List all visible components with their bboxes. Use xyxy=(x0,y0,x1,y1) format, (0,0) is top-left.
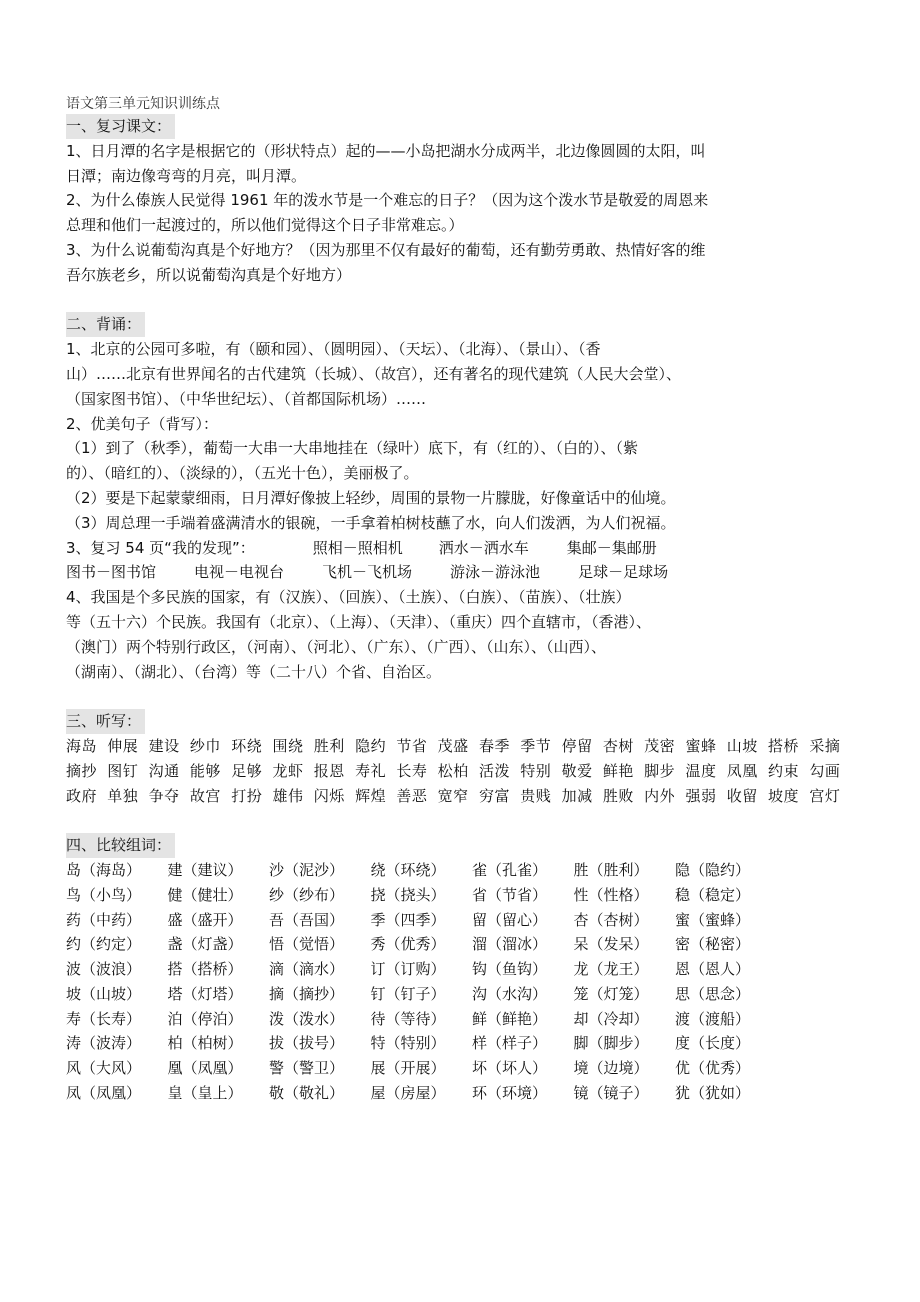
paragraph-line: 吾尔族老乡，所以说葡萄沟真是个好地方） xyxy=(66,265,352,284)
dictation-word: 加减 xyxy=(561,786,593,805)
compare-cell: 溜（溜冰） xyxy=(472,935,548,954)
paragraph-line: 总理和他们一起渡过的，所以他们觉得这个日子非常难忘。） xyxy=(66,216,464,235)
discovery-pair: 集邮－集邮册 xyxy=(566,538,657,557)
compare-cell: 脚（脚步） xyxy=(573,1034,649,1053)
dictation-word: 茂盛 xyxy=(437,736,469,755)
compare-cell: 特（特别） xyxy=(370,1034,446,1053)
dictation-word: 收留 xyxy=(726,786,758,805)
compare-row xyxy=(66,982,858,1007)
dictation-word: 山坡 xyxy=(726,736,758,755)
compare-cell: 渡（渡船） xyxy=(675,1009,751,1028)
paragraph-line: 的）、（暗红的）、（淡绿的），（五光十色），美丽极了。 xyxy=(66,464,419,483)
compare-cell: 杏（杏树） xyxy=(573,910,649,929)
paragraph-line: （澳门）两个特别行政区，（河南）、（河北）、（广东）、（广西）、（山东）、（山西）、 xyxy=(66,637,607,656)
paragraph-line: 2、优美句子（背写）： xyxy=(66,414,219,433)
dictation-word: 环绕 xyxy=(231,736,263,755)
paragraph-line: 2、为什么傣族人民觉得 1961 年的泼水节是一个难忘的日子？（因为这个泼水节是敬爱的周恩来 xyxy=(66,191,709,210)
recite-body xyxy=(66,337,858,535)
compare-cell: 约（约定） xyxy=(66,935,142,954)
compare-cell: 岛（海岛） xyxy=(66,860,142,879)
discovery-pair: 洒水－洒水车 xyxy=(438,538,529,557)
compare-cell: 药（中药） xyxy=(66,910,142,929)
paragraph-line: （国家图书馆）、（中华世纪坛）、（首都国际机场）…… xyxy=(66,389,427,408)
discovery-pair: 足球－足球场 xyxy=(578,563,669,582)
dictation-word: 勾画 xyxy=(809,761,841,780)
compare-row xyxy=(66,1056,858,1081)
compare-cell: 省（节省） xyxy=(472,885,548,904)
dictation-word: 宽窄 xyxy=(437,786,469,805)
document-title: 语文第三单元知识训练点 xyxy=(66,96,220,112)
section-heading-dictation: 三、听写： xyxy=(66,709,145,734)
dictation-word: 胜利 xyxy=(313,736,345,755)
compare-cell: 度（长度） xyxy=(675,1034,751,1053)
paragraph-line: 4、我国是个多民族的国家，有（汉族）、（回族）、（土族）、（白族）、（苗族）、（壮族） xyxy=(66,588,631,607)
discovery-pair: 游泳－游泳池 xyxy=(450,563,541,582)
compare-cell: 涛（波涛） xyxy=(66,1034,142,1053)
compare-cell: 思（思念） xyxy=(675,984,751,1003)
compare-cell: 搭（搭桥） xyxy=(167,960,243,979)
discovery-pair: 照相－照相机 xyxy=(312,538,403,557)
compare-cell: 悟（觉悟） xyxy=(269,935,345,954)
dictation-word: 海岛 xyxy=(66,736,98,755)
dictation-word: 足够 xyxy=(231,761,263,780)
compare-cell: 坏（坏人） xyxy=(472,1059,548,1078)
compare-cell: 坡（山坡） xyxy=(66,984,142,1003)
compare-cell: 拔（拔号） xyxy=(269,1034,345,1053)
dictation-word: 雄伟 xyxy=(272,786,304,805)
compare-cell: 波（波浪） xyxy=(66,960,142,979)
dictation-word: 温度 xyxy=(685,761,717,780)
discovery-row-1 xyxy=(66,536,858,561)
dictation-word: 节省 xyxy=(396,736,428,755)
dictation-word: 隐约 xyxy=(355,736,387,755)
compare-cell: 性（性格） xyxy=(573,885,649,904)
dictation-word: 单独 xyxy=(107,786,139,805)
compare-cell: 稳（稳定） xyxy=(675,885,751,904)
compare-cell: 样（样子） xyxy=(472,1034,548,1053)
compare-cell: 凤（凤凰） xyxy=(66,1084,142,1103)
discovery-pair: 电视－电视台 xyxy=(194,563,285,582)
section-heading-compare: 四、比较组词： xyxy=(66,833,175,858)
dictation-word: 凤凰 xyxy=(726,761,758,780)
discovery-intro: 3、复习 54 页“我的发现”： xyxy=(66,538,255,557)
paragraph-line: （1）到了（秋季），葡萄一大串一大串地挂在（绿叶）底下，有（红的）、（白的）、（紫 xyxy=(66,439,639,458)
dictation-word: 季节 xyxy=(520,736,552,755)
recite-body-2 xyxy=(66,585,858,684)
compare-cell: 蜜（蜜蜂） xyxy=(675,910,751,929)
compare-cell: 绕（环绕） xyxy=(370,860,446,879)
paragraph-line: （湖南）、（湖北）、（台湾）等（二十八）个省、自治区。 xyxy=(66,662,442,681)
compare-cell: 塔（灯塔） xyxy=(167,984,243,1003)
compare-cell: 风（大风） xyxy=(66,1059,142,1078)
dictation-word: 敬爱 xyxy=(561,761,593,780)
compare-cell: 待（等待） xyxy=(370,1009,446,1028)
compare-cell: 密（秘密） xyxy=(675,935,751,954)
section-review-lessons xyxy=(66,114,858,139)
dictation-word: 春季 xyxy=(478,736,510,755)
dictation-word: 鲜艳 xyxy=(602,761,634,780)
compare-cell: 展（开展） xyxy=(370,1059,446,1078)
compare-words-table xyxy=(66,858,858,1106)
compare-cell: 盏（灯盏） xyxy=(167,935,243,954)
compare-cell: 滴（滴水） xyxy=(269,960,345,979)
compare-cell: 纱（纱布） xyxy=(269,885,345,904)
paragraph-line: 1、日月潭的名字是根据它的（形状特点）起的——小岛把湖水分成两半，北边像圆圆的太阳，叫 xyxy=(66,141,706,160)
compare-cell: 胜（胜利） xyxy=(573,860,649,879)
compare-cell: 鲜（鲜艳） xyxy=(472,1009,548,1028)
dictation-word: 约束 xyxy=(768,761,800,780)
dictation-word: 沟通 xyxy=(148,761,180,780)
compare-cell: 订（订购） xyxy=(370,960,446,979)
compare-cell: 沟（水沟） xyxy=(472,984,548,1003)
compare-cell: 却（冷却） xyxy=(573,1009,649,1028)
dictation-word: 特别 xyxy=(520,761,552,780)
paragraph-line: 3、为什么说葡萄沟真是个好地方？（因为那里不仅有最好的葡萄，还有勤劳勇敢、热情好客的维 xyxy=(66,240,706,259)
compare-cell: 凰（凤凰） xyxy=(167,1059,243,1078)
dictation-word: 故宫 xyxy=(189,786,221,805)
dictation-word: 闪烁 xyxy=(313,786,345,805)
compare-cell: 泼（泼水） xyxy=(269,1009,345,1028)
dictation-word: 争夺 xyxy=(148,786,180,805)
dictation-word: 穷富 xyxy=(478,786,510,805)
compare-cell: 镜（镜子） xyxy=(573,1084,649,1103)
dictation-word: 善恶 xyxy=(396,786,428,805)
compare-row xyxy=(66,883,858,908)
dictation-word: 寿礼 xyxy=(355,761,387,780)
compare-cell: 雀（孔雀） xyxy=(472,860,548,879)
compare-cell: 环（环境） xyxy=(472,1084,548,1103)
dictation-word: 辉煌 xyxy=(355,786,387,805)
compare-cell: 秀（优秀） xyxy=(370,935,446,954)
compare-cell: 健（健壮） xyxy=(167,885,243,904)
section-recite xyxy=(66,312,858,337)
section-dictation xyxy=(66,709,858,734)
compare-cell: 建（建议） xyxy=(167,860,243,879)
discovery-pair: 图书－图书馆 xyxy=(66,563,157,582)
section-compare-words xyxy=(66,833,858,858)
compare-cell: 优（优秀） xyxy=(675,1059,751,1078)
compare-cell: 皇（皇上） xyxy=(167,1084,243,1103)
paragraph-line: （2）要是下起蒙蒙细雨，日月潭好像披上轻纱，周围的景物一片朦胧，好像童话中的仙境。 xyxy=(66,488,676,507)
compare-cell: 龙（龙王） xyxy=(573,960,649,979)
compare-cell: 沙（泥沙） xyxy=(269,860,345,879)
dictation-word: 活泼 xyxy=(478,761,510,780)
compare-cell: 留（留心） xyxy=(472,910,548,929)
dictation-word: 报恩 xyxy=(313,761,345,780)
dictation-word: 宫灯 xyxy=(809,786,841,805)
compare-cell: 犹（犹如） xyxy=(675,1084,751,1103)
dictation-word: 图钉 xyxy=(107,761,139,780)
paragraph-line: 山）……北京有世界闻名的古代建筑（长城）、（故宫），还有著名的现代建筑（人民大会堂）、 xyxy=(66,364,682,383)
compare-row xyxy=(66,957,858,982)
paragraph-line: 1、北京的公园可多啦，有（颐和园）、（圆明园）、（天坛）、（北海）、（景山）、（香 xyxy=(66,340,601,359)
compare-cell: 季（四季） xyxy=(370,910,446,929)
paragraph-line: 日潭；南边像弯弯的月亮，叫月潭。 xyxy=(66,166,307,185)
compare-cell: 屋（房屋） xyxy=(370,1084,446,1103)
dictation-word: 杏树 xyxy=(602,736,634,755)
compare-cell: 摘（摘抄） xyxy=(269,984,345,1003)
section-heading-recite: 二、背诵： xyxy=(66,312,145,337)
dictation-word: 胜败 xyxy=(602,786,634,805)
dictation-word: 内外 xyxy=(644,786,676,805)
dictation-word: 蜜蜂 xyxy=(685,736,717,755)
dictation-word: 停留 xyxy=(561,736,593,755)
compare-cell: 钩（鱼钩） xyxy=(472,960,548,979)
compare-cell: 隐（隐约） xyxy=(675,860,751,879)
compare-cell: 敬（敬礼） xyxy=(269,1084,345,1103)
compare-row xyxy=(66,932,858,957)
discovery-pair: 飞机－飞机场 xyxy=(322,563,413,582)
paragraph-line: （3）周总理一手端着盛满清水的银碗，一手拿着柏树枝蘸了水，向人们泼洒，为人们祝福。 xyxy=(66,513,676,532)
discovery-row-2 xyxy=(66,560,858,585)
compare-cell: 寿（长寿） xyxy=(66,1009,142,1028)
dictation-word: 长寿 xyxy=(396,761,428,780)
dictation-word: 纱巾 xyxy=(189,736,221,755)
dictation-word: 摘抄 xyxy=(66,761,98,780)
compare-cell: 鸟（小鸟） xyxy=(66,885,142,904)
compare-cell: 呆（发呆） xyxy=(573,935,649,954)
dictation-word: 脚步 xyxy=(644,761,676,780)
dictation-word: 松柏 xyxy=(437,761,469,780)
compare-cell: 警（警卫） xyxy=(269,1059,345,1078)
dictation-word: 强弱 xyxy=(685,786,717,805)
dictation-word: 贵贱 xyxy=(520,786,552,805)
paragraph-line: 等（五十六）个民族。我国有（北京）、（上海）、（天津）、（重庆）四个直辖市，（香港）、 xyxy=(66,612,652,631)
compare-cell: 挠（挠头） xyxy=(370,885,446,904)
compare-row xyxy=(66,858,858,883)
dictation-word-list xyxy=(66,734,858,808)
compare-cell: 境（边境） xyxy=(573,1059,649,1078)
compare-cell: 柏（柏树） xyxy=(167,1034,243,1053)
dictation-word: 搭桥 xyxy=(768,736,800,755)
dictation-word: 坡度 xyxy=(768,786,800,805)
dictation-word: 建设 xyxy=(148,736,180,755)
compare-row xyxy=(66,1007,858,1032)
section-heading-review: 一、复习课文： xyxy=(66,114,175,139)
dictation-word: 围绕 xyxy=(272,736,304,755)
dictation-word: 能够 xyxy=(189,761,221,780)
document xyxy=(66,94,858,1106)
compare-cell: 盛（盛开） xyxy=(167,910,243,929)
dictation-word: 茂密 xyxy=(644,736,676,755)
dictation-word: 政府 xyxy=(66,786,98,805)
compare-cell: 笼（灯笼） xyxy=(573,984,649,1003)
review-lessons-body xyxy=(66,139,858,288)
dictation-word: 打扮 xyxy=(231,786,263,805)
dictation-word: 伸展 xyxy=(107,736,139,755)
compare-row xyxy=(66,908,858,933)
compare-cell: 恩（恩人） xyxy=(675,960,751,979)
compare-cell: 泊（停泊） xyxy=(167,1009,243,1028)
compare-cell: 钉（钉子） xyxy=(370,984,446,1003)
compare-cell: 吾（吾国） xyxy=(269,910,345,929)
dictation-word: 龙虾 xyxy=(272,761,304,780)
compare-row xyxy=(66,1081,858,1106)
compare-row xyxy=(66,1031,858,1056)
dictation-word: 采摘 xyxy=(809,736,841,755)
